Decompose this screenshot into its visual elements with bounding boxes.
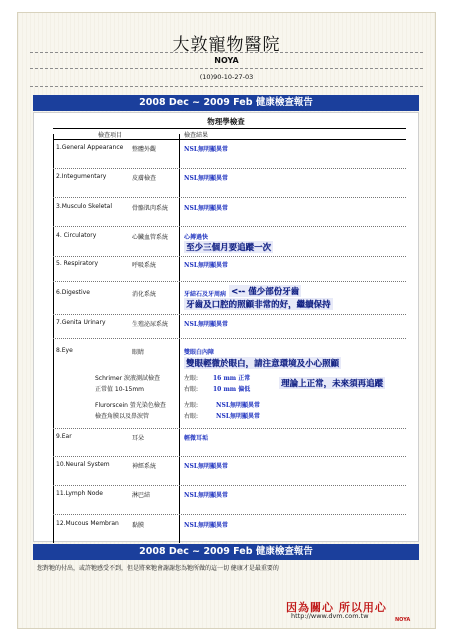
row-item-en: 1.General Appearance [56,144,124,151]
table-top-line [53,128,406,129]
closing-message: 您對牠的付出，或許牠感受不到，但是將來牠會謝謝您為牠所做的這一切 健康才是最重要的 [37,565,279,572]
footer-slogan: 因為關心 所以用心 [286,601,387,614]
header-divider [30,86,423,87]
row-item-en: 5. Respiratory [56,260,99,267]
row-result: 牙結石及牙周病 [184,291,227,298]
report-title: 物理學檢查 [207,117,245,126]
right-eye-label: 右眼: [184,413,199,420]
row-item-zh: 消化系統 [132,291,157,298]
row-result: 輕微耳垢 [184,435,209,442]
table-row [53,486,406,515]
footer-url-link[interactable]: http://www.dvm.com.tw [291,612,369,620]
row-result: 雙眼白內障 [184,349,215,356]
row-item-en: 2.Integumentary [56,173,107,180]
row-item-zh: 骨骼肌肉系統 [132,205,169,212]
clinic-title: 大敦寵物醫院 [172,35,281,55]
row-note: <-- 僅少部份牙齒 [231,287,300,297]
row-result: NSL無明顯異常 [184,175,229,182]
row-item-en: 9.Ear [56,433,72,440]
report-banner-top: 2008 Dec ~ 2009 Feb 健康檢查報告 [33,95,419,111]
row-item-en: 6.Digestive [56,289,90,296]
row-note: 雙眼輕微於眼白，請注意環境及小心照顧 [186,359,340,369]
schirmer-note: 理論上正常，未來須再追蹤 [281,379,384,389]
clinic-subtitle: NOYA [214,56,239,65]
row-item-zh: 心臟血管系統 [132,234,169,241]
right-eye-label: 右眼: [184,386,199,393]
schirmer-normal-range: 正常值 10-15mm [95,386,145,393]
row-result: NSL無明顯異常 [184,463,229,470]
table-row [53,140,406,169]
noya-logo: NOYA [395,617,411,623]
row-result: NSL無明顯異常 [184,146,229,153]
row-item-en: 11.Lymph Node [56,490,103,497]
table-row [53,169,406,198]
row-result: NSL無明顯異常 [184,262,229,269]
fluorescein-left-value: NSL無明顯異常 [216,402,261,409]
left-eye-label: 左眼: [184,402,199,409]
fluorescein-test-label: Flurorscein 螢光染色檢查 [95,402,166,409]
schirmer-test-label: Schrimer 淚液測試檢查 [95,375,160,382]
report-banner-bottom: 2008 Dec ~ 2009 Feb 健康檢查報告 [33,544,419,560]
row-note-secondary: 牙齒及口腔的照顧非常的好，繼續保持 [186,300,331,310]
row-item-zh: 整體外觀 [132,146,157,153]
row-item-en: 10.Neural System [56,461,110,468]
table-row [53,227,406,257]
table-row [53,457,406,486]
fluorescein-test-sub: 檢查角膜以及鼻淚管 [95,413,150,420]
table-row [53,429,406,457]
report-code: (10)90-10-27-03 [199,73,254,81]
row-item-zh: 皮膚檢查 [132,175,157,182]
header-divider [30,52,423,53]
table-row [53,257,406,282]
fluorescein-right-value: NSL無明顯異常 [216,413,261,420]
row-item-zh: 眼睛 [132,349,145,356]
row-item-en: 12.Mucous Membran [56,520,119,527]
table-row [53,339,406,429]
row-item-zh: 黏膜 [132,522,145,529]
row-item-zh: 耳朵 [132,435,145,442]
table-row [53,282,406,315]
column-header-item: 檢查項目 [98,132,123,139]
row-item-en: 8.Eye [56,347,73,354]
row-result: NSL無明顯異常 [184,522,229,529]
row-item-en: 3.Musculo Skeletal [56,203,112,210]
row-result: NSL無明顯異常 [184,205,229,212]
row-item-zh: 淋巴結 [132,492,151,499]
header-divider [30,68,423,69]
row-result: NSL無明顯異常 [184,492,229,499]
table-row [53,315,406,339]
row-result: 心搏過快 [184,234,209,241]
report-table-box [33,112,419,542]
row-note: 至少三個月要追蹤一次 [186,243,272,253]
schirmer-right-value: 10 mm 偏低 [213,386,251,393]
column-header-result: 檢查結果 [184,132,209,139]
table-row [53,515,406,542]
row-item-zh: 呼吸系統 [132,262,157,269]
row-item-zh: 生殖泌尿系統 [132,321,169,328]
schirmer-left-value: 16 mm 正常 [213,375,251,382]
row-result: NSL無明顯異常 [184,321,229,328]
row-item-en: 7.Genita Urinary [56,319,106,326]
row-item-zh: 神經系統 [132,463,157,470]
row-item-en: 4. Circulatory [56,232,97,239]
left-eye-label: 左眼: [184,375,199,382]
table-row [53,198,406,227]
